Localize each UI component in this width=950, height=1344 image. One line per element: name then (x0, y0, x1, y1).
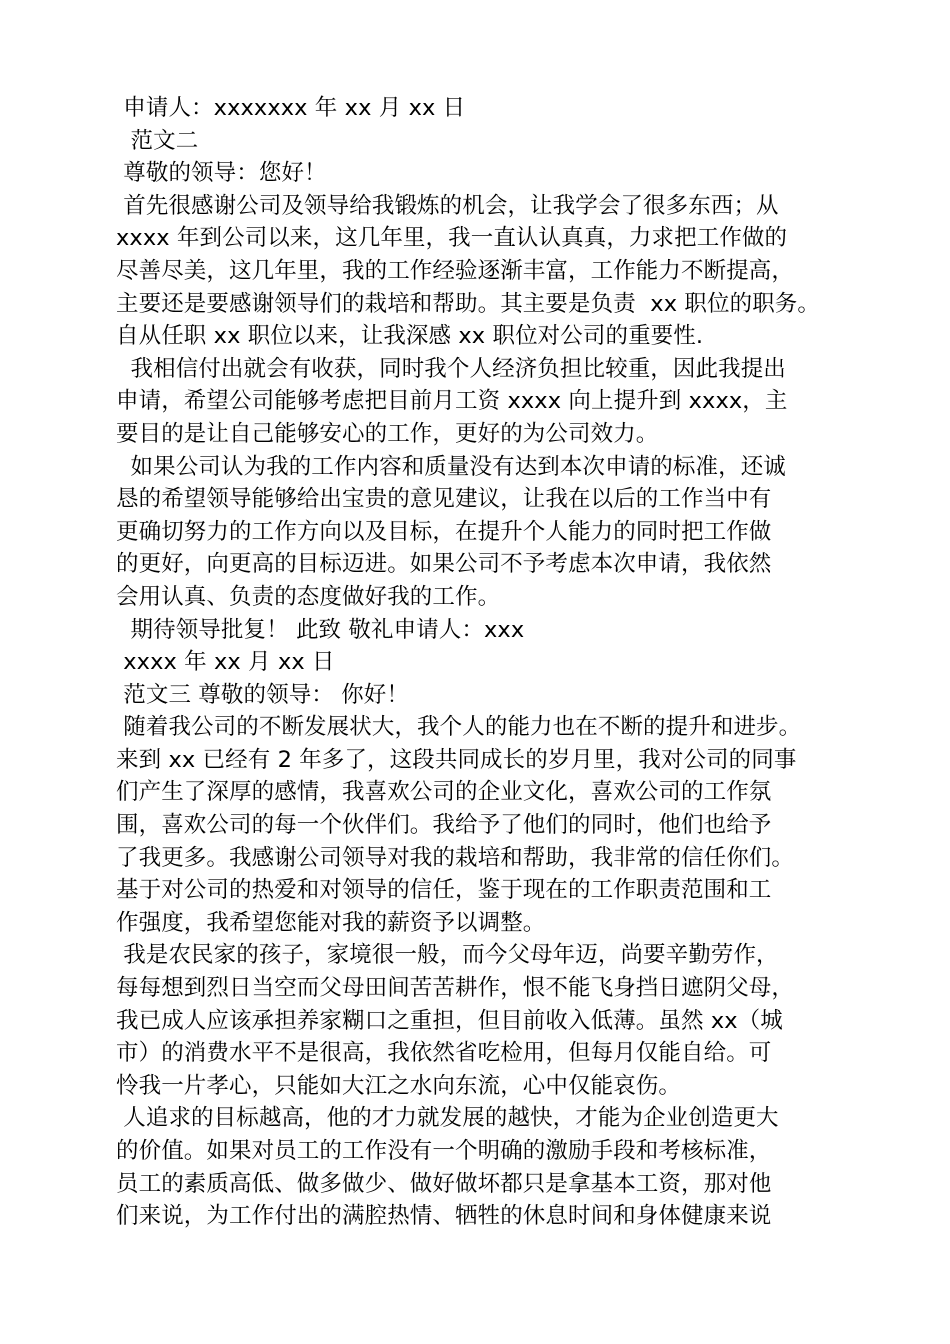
text-line: 申请人：xxxxxxx 年 xx 月 xx 日 (116, 95, 466, 121)
text-line: 怜我一片孝心，只能如大江之水向东流，心中仅能哀伤。 (116, 1072, 682, 1099)
text-line: 人追求的目标越高，他的才力就发展的越快，才能为企业创造更大 (116, 1105, 779, 1132)
text-line: 会用认真、负责的态度做好我的工作。 (116, 583, 501, 610)
text-line: 来到 xx 已经有 2 年多了，这段共同成长的岁月里，我对公司的同事 (116, 746, 797, 773)
text-line: 我已成人应该承担养家糊口之重担，但目前收入低薄。虽然 xx（城 (116, 1007, 783, 1034)
text-line: 如果公司认为我的工作内容和质量没有达到本次申请的标准，还诚 (116, 453, 786, 480)
text-line: 基于对公司的热爱和对领导的信任，鉴于现在的工作职责范围和工 (116, 877, 772, 904)
text-line: 自从任职 xx 职位以来，让我深感 xx 职位对公司的重要性. (116, 323, 704, 350)
text-line: 每每想到烈日当空而父母田间苦苦耕作，恨不能飞身挡日遮阴父母， (116, 975, 795, 1002)
text-line: 尽善尽美，这几年里，我的工作经验逐渐丰富，工作能力不断提高， (116, 257, 795, 284)
salutation: 尊敬的领导：您好！ (116, 160, 327, 187)
text-line: 随着我公司的不断发展状大，我个人的能力也在不断的提升和进步。 (116, 714, 802, 741)
text-line: 首先很感谢公司及领导给我锻炼的机会，让我学会了很多东西；从 (116, 192, 779, 219)
text-line: 了我更多。我感谢公司领导对我的栽培和帮助，我非常的信任你们。 (116, 844, 795, 871)
text-line: 期待领导批复！ 此致 敬礼申请人：xxx (116, 616, 525, 643)
date-line: xxxx 年 xx 月 xx 日 (116, 649, 335, 676)
text-line: 的价值。如果对员工的工作没有一个明确的激励手段和考核标准， (116, 1138, 772, 1164)
text-line: 我是农民家的孩子，家境很一般，而今父母年迈，尚要辛勤劳作， (116, 942, 779, 969)
section-heading: 范文三 尊敬的领导： 你好！ (116, 681, 409, 708)
text-line: xxxx 年到公司以来，这几年里，我一直认认真真，力求把工作做的 (116, 225, 788, 252)
text-line: 作强度，我希望您能对我的薪资予以调整。 (116, 909, 546, 936)
text-line: 恳的希望领导能够给出宝贵的意见建议，让我在以后的工作当中有 (116, 486, 772, 513)
text-line: 围，喜欢公司的每一个伙伴们。我给予了他们的同时，他们也给予 (116, 812, 772, 839)
text-line: 们产生了深厚的感情，我喜欢公司的企业文化，喜欢公司的工作氛 (116, 779, 772, 806)
section-heading: 范文二 (116, 127, 199, 154)
text-line: 市）的消费水平不是很高，我依然省吃检用，但每月仅能自给。可 (116, 1040, 772, 1067)
text-line: 申请，希望公司能够考虑把目前月工资 xxxx 向上提升到 xxxx，主 (116, 388, 788, 415)
text-line: 们来说，为工作付出的满腔热情、牺牲的休息时间和身体健康来说 (116, 1203, 772, 1230)
text-line: 的更好，向更高的目标迈进。如果公司不予考虑本次申请，我依然 (116, 551, 772, 578)
text-line: 主要还是要感谢领导们的栽培和帮助。其主要是负责 xx 职位的职务。 (116, 290, 820, 317)
text-line: 要目的是让自己能够安心的工作，更好的为公司效力。 (116, 420, 659, 447)
text-line: 员工的素质高低、做多做少、做好做坏都只是拿基本工资，那对他 (116, 1170, 772, 1197)
document-body (116, 92, 856, 1233)
text-line: 我相信付出就会有收获，同时我个人经济负担比较重，因此我提出 (116, 355, 786, 382)
text-line: 更确切努力的工作方向以及目标，在提升个人能力的同时把工作做 (116, 518, 772, 545)
